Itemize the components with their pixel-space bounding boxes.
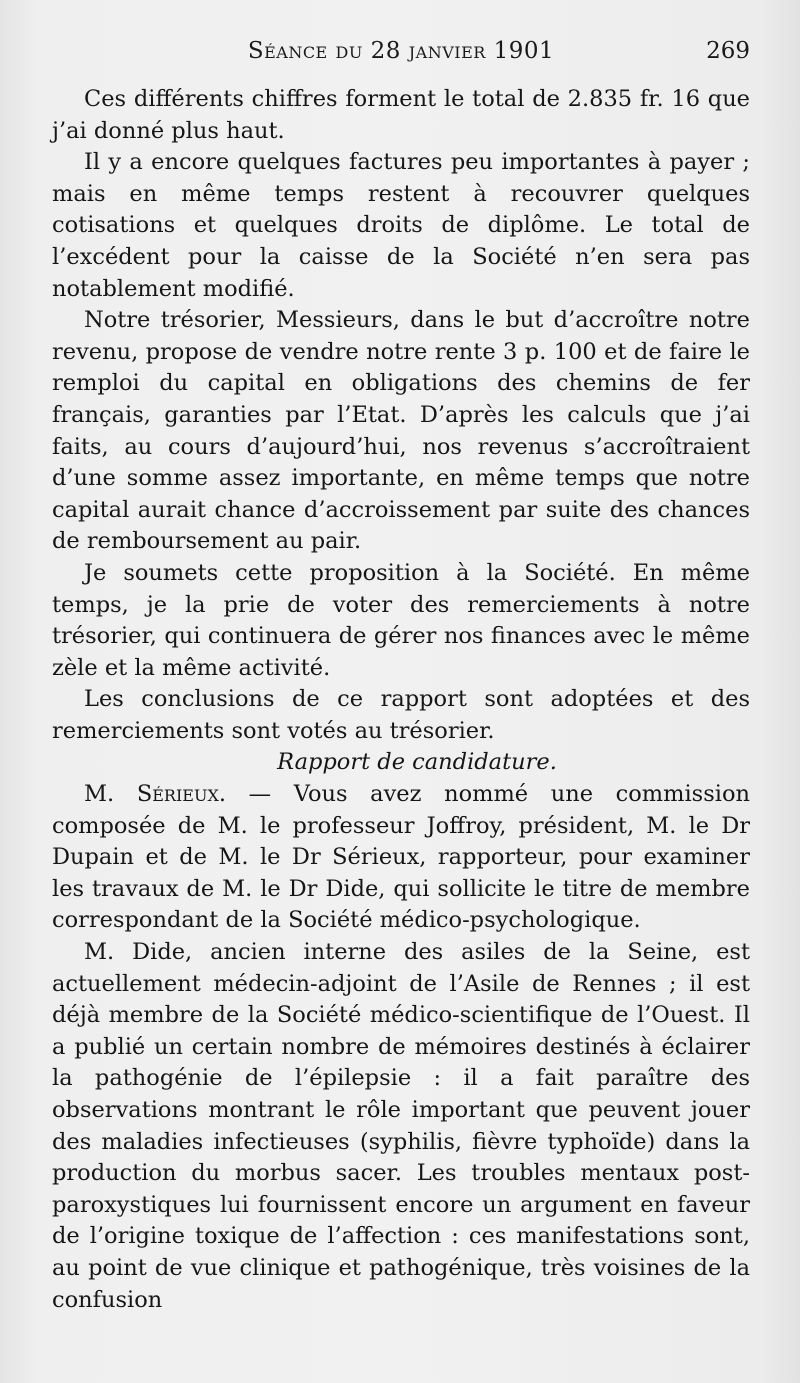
section-title: Rapport de candidature. xyxy=(277,749,557,776)
paragraph-invoices: Il y a encore quelques factures peu importantes à payer ; mais en même temps restent à recouvrer quelques cotisations et quelques droits de diplôme. Le total de l’excédent pour la caisse de la Société n’en sera pas notablement modifié. xyxy=(52,149,750,302)
paragraph-dide: M. Dide, ancien interne des asiles de la Seine, est actuellement médecin-adjoint de l’Asile de Rennes ; il est déjà membre de la Société médico-scientifique de l’Ouest. Il a publié un certain nombre de mémoires destinés à éclairer la pathogénie de l’épilepsie : il a fait paraître des observations montrant le rôle important que peuvent jouer des maladies infectieuses (syphilis, fièvre typhoïde) dans la production du morbus sacer. Les troubles mentaux post-paroxystiques lui fournissent encore un argument en faveur de l’origine toxique de l’affection : ces manifestations sont, au point de vue clinique et pathogénique, très voisines de la confusion xyxy=(52,939,750,1313)
speaker-name: M. Sérieux. xyxy=(84,781,226,808)
page-header xyxy=(52,38,750,78)
paragraph-totals: Ces différents chiffres forment le total de 2.835 fr. 16 que j’ai donné plus haut. xyxy=(52,86,750,144)
paragraph-commission xyxy=(52,779,750,937)
body-text xyxy=(52,84,750,1316)
paragraph-submission: Je soumets cette proposition à la Société. En même temps, je la prie de voter des remerciements à notre trésorier, qui continuera de gérer nos finances avec le même zèle et la même activité. xyxy=(52,559,750,681)
running-head: Séance du 28 janvier 1901 xyxy=(247,38,555,64)
commission-text: — Vous avez nommé une commission composée de M. le professeur Joffroy, président, M. le Dr Dupain et de M. le Dr Sérieux, rapporteur, pour examiner les travaux de M. le Dr Dide, qui sollicite le titre de membre correspondant de la Société médico-psychologique. xyxy=(52,781,751,934)
paragraph-conclusions: Les conclusions de ce rapport sont adoptées et des remerciements sont votés au trésorier. xyxy=(52,686,750,744)
paragraph-treasurer-proposal: Notre trésorier, Messieurs, dans le but d’accroître notre revenu, propose de vendre notre rente 3 p. 100 et de faire le remploi du capital en obligations des chemins de fer français, garanties par l’Etat. D’après les calculs que j’ai faits, au cours d’aujourd’hui, nos revenus s’accroîtraient d’une somme assez importante, en même temps que notre capital aurait chance d’accroissement par suite des chances de remboursement au pair. xyxy=(52,307,750,555)
page-number: 269 xyxy=(706,38,750,64)
